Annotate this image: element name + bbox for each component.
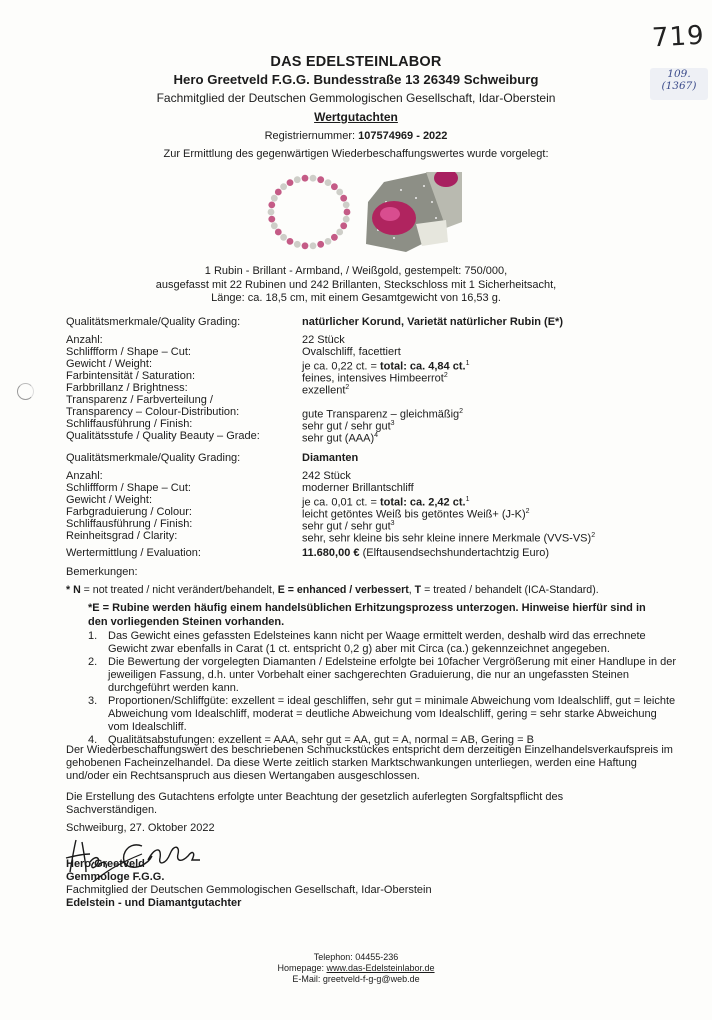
lab-address: Hero Greetveld F.G.G. Bundesstraße 13 26349 Schweiburg: [173, 72, 539, 87]
bracelet-diamond-link: [294, 241, 301, 248]
footnote-number: 1.: [88, 630, 98, 642]
property-value: [302, 382, 349, 397]
heat-treatment-note-line: *E = Rubine werden häufig einem handelsüblichen Erhitzungsprozess unterzogen. Hinweise hierfür sind in: [88, 602, 646, 614]
grading-heading-value: natürlicher Korund, Varietät natürlicher Rubin (E*): [302, 316, 563, 328]
property-label: Schliffform / Shape – Cut:: [66, 346, 191, 358]
property-label: Schliffausführung / Finish:: [66, 418, 193, 430]
signer-title: Gemmologe F.G.G.: [66, 871, 165, 883]
evaluation-amount: 11.680,00 €: [302, 547, 360, 559]
property-value-text: 242 Stück: [302, 470, 351, 482]
property-value-text: Ovalschliff, facettiert: [302, 346, 401, 358]
signer-role: Edelstein - und Diamantgutachter: [66, 897, 242, 909]
property-value: [302, 530, 595, 545]
property-value-text: gute Transparenz – gleichmäßig: [302, 408, 460, 421]
footer-homepage-label: Homepage:: [277, 963, 327, 973]
bracelet-ruby-link: [302, 175, 309, 182]
property-value-text: 22 Stück: [302, 334, 345, 346]
bracelet-diamond-link: [280, 234, 287, 241]
document-title: Wertgutachten: [314, 110, 398, 124]
signer-name: Hero Greetveld: [66, 858, 145, 870]
place-and-date: Schweiburg, 27. Oktober 2022: [66, 822, 215, 834]
item-description: [0, 265, 712, 306]
property-label: Reinheitsgrad / Clarity:: [66, 530, 178, 542]
item-description-line: ausgefasst mit 22 Rubinen und 242 Brillanten, Steckschloss mit 1 Sicherheitsacht,: [155, 278, 557, 291]
punch-hole-mark: [17, 383, 34, 400]
bracelet-ruby-link: [287, 179, 294, 186]
treatment-n-code: N: [73, 584, 81, 596]
grading-heading-value: Diamanten: [302, 452, 359, 464]
property-value-text: exzellent: [302, 384, 346, 397]
property-label: Schliffform / Shape – Cut:: [66, 482, 191, 494]
treatment-n-text: = not treated / nicht verändert/behandelt,: [80, 584, 278, 596]
property-label: Qualitätsstufe / Quality Beauty – Grade:: [66, 430, 260, 442]
item-description-line: Länge: ca. 18,5 cm, mit einem Gesamtgewicht von 16,53 g.: [211, 292, 501, 304]
bracelet-ruby-link: [340, 222, 347, 229]
signer-membership: Fachmitglied der Deutschen Gemmologischen Gesellschaft, Idar-Oberstein: [66, 884, 432, 896]
footnote-number: 3.: [88, 695, 98, 707]
property-value-text: je ca. 0,01 ct. =: [302, 496, 380, 509]
footer-phone: Telephon: 04455-236: [313, 952, 399, 962]
bracelet-ruby-link: [275, 189, 282, 196]
bracelet-diamond-link: [325, 238, 332, 245]
evaluation-amount-words: (Elftausendsechshundertachtzig Euro): [359, 547, 550, 559]
pencil-reference-top: 109.: [667, 68, 691, 80]
bracelet-diamond-link: [325, 179, 332, 186]
bracelet-diamond-link: [310, 175, 317, 182]
bracelet-ruby-link: [302, 242, 309, 249]
footnote-reference: 3: [390, 420, 395, 427]
footnote-number: 2.: [88, 656, 98, 668]
bracelet-photo: [262, 170, 356, 254]
due-diligence-statement: Die Erstellung des Gutachtens erfolgte unter Beachtung der gesetzlich auferlegten Sorgfaltspflicht des Sachverständigen.: [66, 791, 564, 816]
lab-membership: Fachmitglied der Deutschen Gemmologischen Gesellschaft, Idar-Oberstein: [156, 91, 556, 105]
footnote-text: Qualitätsabstufungen: exzellent = AAA, sehr gut = AA, gut = A, normal = AB, Gering = B: [108, 734, 534, 746]
property-value-total: total: ca. 4,84 ct.: [379, 360, 466, 373]
treatment-e-text: E = enhanced / verbessert: [277, 584, 409, 596]
footnote-reference: 4: [374, 432, 379, 439]
bracelet-ruby-link: [317, 241, 324, 248]
property-value: [302, 346, 401, 358]
footnote-reference: 2: [459, 408, 464, 415]
bracelet-ruby-link: [268, 202, 275, 209]
footnote-reference: 3: [390, 520, 395, 527]
footer-homepage: [0, 963, 712, 974]
property-value-text: sehr gut (AAA): [302, 432, 375, 445]
property-label: Gewicht / Weight:: [66, 358, 152, 370]
bracelet-diamond-link: [294, 176, 301, 183]
footnote-reference: 2: [591, 532, 596, 539]
property-value-text: je ca. 0,22 ct. =: [302, 360, 380, 373]
property-value-total: total: ca. 2,42 ct.: [379, 496, 466, 509]
bracelet-diamond-link: [343, 202, 350, 209]
property-label: Gewicht / Weight:: [66, 494, 152, 506]
treatment-legend: [66, 584, 599, 597]
bracelet-ruby-link: [331, 234, 338, 241]
footnote-reference: 1: [465, 360, 470, 367]
contact-footer: [0, 952, 712, 985]
footnote-text: Das Gewicht eines gefassten Edelsteines kann nicht per Waage ermittelt werden, deshalb wird das errechnete Gewicht zwar ebenfalls in Carat (1 ct. entspricht 0,2 g) aber mit Circa (ca.) gekennzeichnet angegeben.: [108, 630, 646, 655]
bracelet-diamond-link: [271, 195, 278, 202]
property-label: Anzahl:: [66, 470, 103, 482]
remarks-label-text: Bemerkungen:: [66, 566, 138, 578]
property-value-text: sehr, sehr kleine bis sehr kleine innere Merkmale (VVS-VS): [302, 532, 592, 545]
property-label: Farbintensität / Saturation:: [66, 370, 196, 382]
grading-heading-label: Qualitätsmerkmale/Quality Grading:: [66, 452, 241, 464]
property-value: [302, 430, 378, 445]
bracelet-diamond-link: [268, 209, 275, 216]
bracelet-ruby-link: [344, 209, 351, 216]
footnote-reference: 2: [525, 508, 530, 515]
property-label: Farbbrillanz / Brightness:: [66, 382, 188, 394]
item-description-line: 1 Rubin - Brillant - Armband, / Weißgold, gestempelt: 750/000,: [204, 265, 508, 277]
bracelet-ruby-link: [317, 176, 324, 183]
treatment-separator: ,: [408, 584, 415, 596]
bracelet-ruby-link: [275, 229, 282, 236]
pencil-reference-bottom: (1367): [661, 80, 697, 92]
footnote-reference: 2: [345, 384, 350, 391]
treatment-star: *: [66, 584, 74, 596]
heat-treatment-note: [88, 602, 688, 629]
property-label: Schliffausführung / Finish:: [66, 518, 193, 530]
treatment-t-text: = treated / behandelt (ICA-Standard).: [421, 584, 599, 596]
property-label: Transparenz / Farbverteilung /: [66, 394, 213, 406]
replacement-value-disclaimer: Der Wiederbeschaffungswert des beschriebenen Schmuckstückes entspricht dem derzeitigen Einzelhandelsverkaufspreis im gehobenen Facheinzelhandel. Da diese Werte zeitlich starken Marktschwankungen unterliegen, werden eine Haftung und/oder ein Rechtsanspruch aus diesen Wertangaben ausgeschlossen.: [66, 744, 673, 782]
bracelet-ruby-link: [287, 238, 294, 245]
bracelet-diamond-link: [280, 183, 287, 190]
property-label: Anzahl:: [66, 334, 103, 346]
bracelet-ruby-link: [340, 195, 347, 202]
evaluation-value: [302, 547, 549, 559]
property-value: [302, 334, 345, 346]
signature-block: [66, 858, 432, 910]
registration-label: Registriernummer:: [264, 130, 359, 142]
homepage-link[interactable]: www.das-Edelsteinlabor.de: [326, 963, 435, 973]
registration-number: [0, 130, 712, 142]
property-value-text: moderner Brillantschliff: [302, 482, 414, 494]
bracelet-diamond-link: [343, 216, 350, 223]
property-value-text: leicht getöntes Weiß bis getöntes Weiß+ (J-K): [302, 508, 526, 521]
bracelet-closeup-photo: [366, 172, 462, 252]
footnote-number: 4.: [88, 734, 98, 746]
bracelet-diamond-link: [310, 242, 317, 249]
evaluation-label: Wertermittlung / Evaluation:: [66, 547, 201, 559]
lab-name: DAS EDELSTEINLABOR: [270, 54, 442, 70]
property-value-text: sehr gut / sehr gut: [302, 420, 391, 433]
handwritten-page-number: 719: [651, 20, 706, 54]
bracelet-ruby-link: [268, 216, 275, 223]
bracelet-diamond-link: [271, 222, 278, 229]
footnote-text: Die Bewertung der vorgelegten Diamanten / Edelsteine erfolgte bei 10facher Vergrößerung mit einer Handlupe in der jeweiligen Fassung, d.h. unter Vorbehalt einer sachgerechten Graduierung, die nur an ungefassten Steinen durchgeführt werden kann.: [108, 656, 677, 694]
bracelet-diamond-link: [336, 189, 343, 196]
property-value: [302, 482, 414, 494]
property-label: Farbgraduierung / Colour:: [66, 506, 192, 518]
bracelet-ruby-link: [331, 183, 338, 190]
bracelet-diamond-link: [336, 229, 343, 236]
property-label: Transparency – Colour-Distribution:: [66, 406, 240, 418]
footer-email[interactable]: E-Mail: greetveld-f-g-g@web.de: [292, 974, 420, 984]
property-value: [302, 470, 351, 482]
registration-value: 107574969 - 2022: [358, 130, 448, 142]
property-value-text: sehr gut / sehr gut: [302, 520, 391, 533]
footnote-reference: 2: [443, 372, 448, 379]
footnote-text: Proportionen/Schliffgüte: exzellent = ideal geschliffen, sehr gut = minimale Abweichung vom Idealschliff, gut = leichte Abweichung vom Idealschliff, moderat = deutliche Abweichung vom Idealschliff, gering = sehr starke Abweichung vom Idealschliff.: [108, 695, 676, 733]
footnote-reference: 1: [465, 496, 470, 503]
property-value-text: feines, intensives Himbeerrot: [302, 372, 444, 385]
grading-heading-label: Qualitätsmerkmale/Quality Grading:: [66, 316, 241, 328]
treatment-t-code: T: [414, 584, 422, 596]
intro-text: Zur Ermittlung des gegenwärtigen Wiederbeschaffungswertes wurde vorgelegt:: [163, 148, 549, 160]
heat-treatment-note-line: den vorliegenden Steinen vorhanden.: [88, 615, 285, 628]
